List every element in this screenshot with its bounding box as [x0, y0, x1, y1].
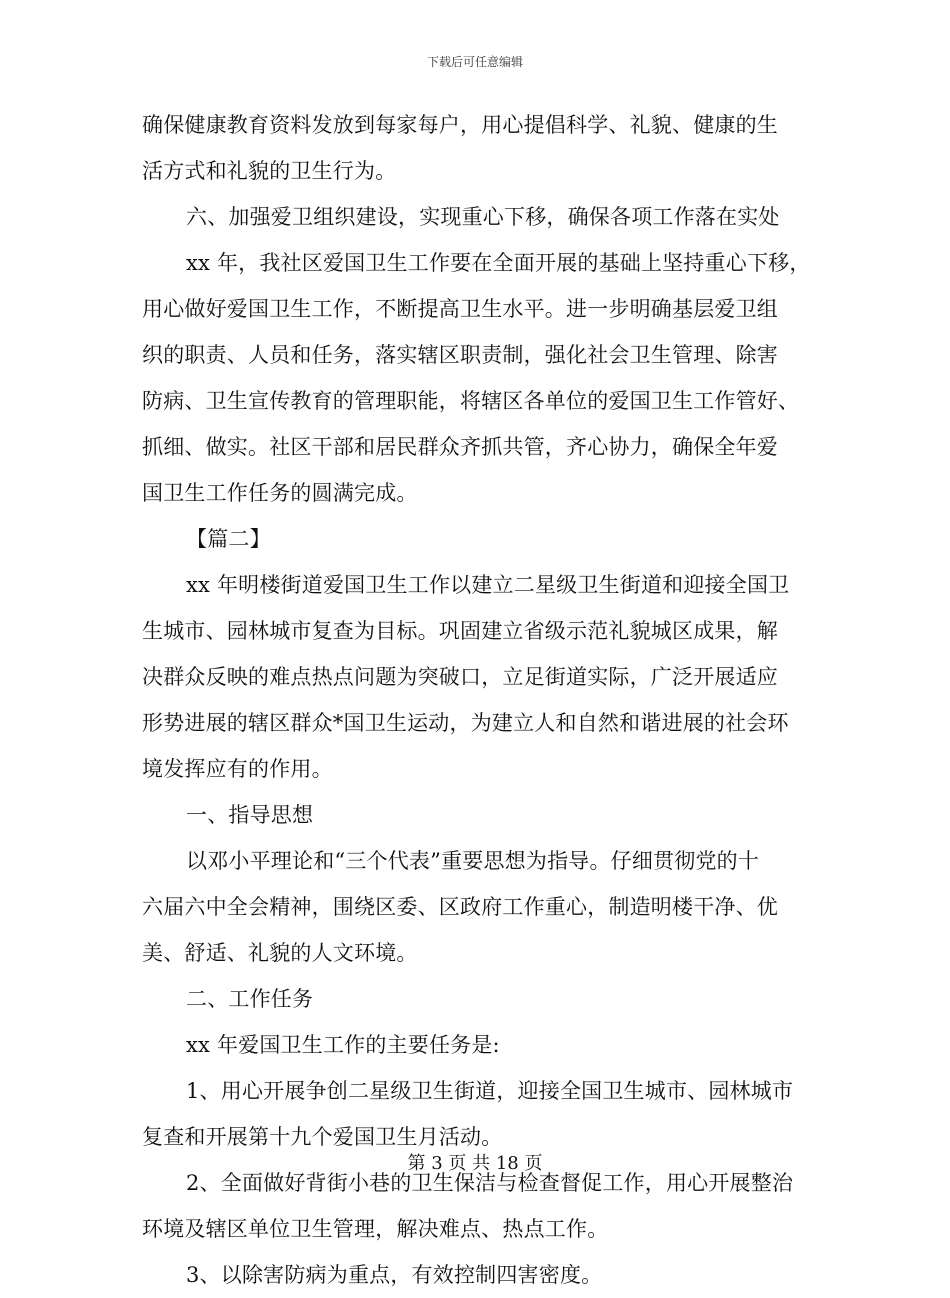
text-line: 决群众反映的难点热点问题为突破口，立足街道实际，广泛开展适应 — [142, 665, 778, 689]
text-line: 防病、卫生宣传教育的管理职能，将辖区各单位的爱国卫生工作管好、 — [142, 389, 800, 413]
text-line: 六届六中全会精神，围绕区委、区政府工作重心，制造明楼干净、优 — [142, 895, 778, 919]
list-item: 3、以除害防病为重点，有效控制四害密度。 — [186, 1263, 603, 1287]
text-line: 环境及辖区单位卫生管理，解决难点、热点工作。 — [142, 1217, 609, 1241]
text-line: 形势进展的辖区群众*国卫生运动，为建立人和自然和谐进展的社会环 — [142, 711, 789, 735]
text-line: xx 年明楼街道爱国卫生工作以建立二星级卫生街道和迎接全国卫 — [186, 573, 790, 597]
page-footer: 第 3 页 共 18 页 — [407, 1153, 543, 1174]
text-line: 美、舒适、礼貌的人文环境。 — [142, 941, 418, 965]
text-line: 织的职责、人员和任务，落实辖区职责制，强化社会卫生管理、除害 — [142, 343, 778, 367]
list-item: 2、全面做好背街小巷的卫生保洁与检查督促工作，用心开展整治 — [186, 1171, 794, 1195]
section-heading: 六、加强爱卫组织建设，实现重心下移，确保各项工作落在实处 — [186, 205, 780, 229]
text-line: 生城市、园林城市复查为目标。巩固建立省级示范礼貌城区成果，解 — [142, 619, 778, 643]
text-line: 以邓小平理论和“三个代表”重要思想为指导。仔细贯彻党的十 — [186, 849, 760, 873]
section-heading: 二、工作任务 — [186, 987, 314, 1011]
text-line: 确保健康教育资料发放到每家每户，用心提倡科学、礼貌、健康的生 — [142, 113, 778, 137]
page-header: 下载后可任意编辑 — [426, 55, 523, 69]
text-line: 境发挥应有的作用。 — [142, 757, 333, 781]
text-line: 国卫生工作任务的圆满完成。 — [142, 481, 418, 505]
text-line: xx 年，我社区爱国卫生工作要在全面开展的基础上坚持重心下移， — [186, 251, 811, 275]
document-body — [142, 102, 812, 1298]
section-heading: 一、指导思想 — [186, 803, 314, 827]
text-line: 用心做好爱国卫生工作，不断提高卫生水平。进一步明确基层爱卫组 — [142, 297, 778, 321]
text-line: xx 年爱国卫生工作的主要任务是: — [186, 1033, 500, 1057]
text-line: 抓细、做实。社区干部和居民群众齐抓共管，齐心协力，确保全年爱 — [142, 435, 778, 459]
part-heading: 【篇二】 — [186, 527, 271, 551]
text-line: 活方式和礼貌的卫生行为。 — [142, 159, 397, 183]
list-item: 1、用心开展争创二星级卫生街道，迎接全国卫生城市、园林城市 — [186, 1079, 794, 1103]
text-line: 复查和开展第十九个爱国卫生月活动。 — [142, 1125, 503, 1149]
